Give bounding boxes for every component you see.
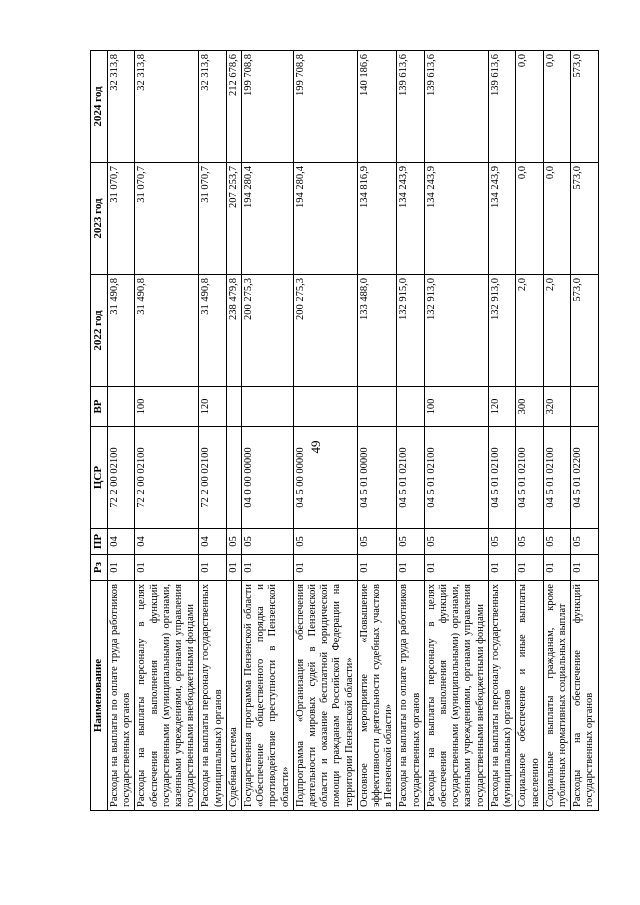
cell-vr: [226, 387, 241, 427]
cell-pr: 05: [293, 529, 357, 555]
cell-rz: 01: [242, 555, 294, 581]
cell-2023: 0,0: [516, 163, 543, 275]
header-vr: ВР: [91, 387, 108, 427]
cell-2023: 31 070,7: [199, 163, 226, 275]
cell-csr: [226, 427, 241, 529]
cell-rz: 01: [108, 555, 135, 581]
cell-rz: 01: [357, 555, 397, 581]
cell-csr: 04 5 01 02100: [488, 427, 515, 529]
cell-2023: 207 253,7: [226, 163, 241, 275]
table-row: [424, 51, 488, 811]
cell-2022: 573,0: [571, 275, 598, 387]
header-name: Наименование: [91, 581, 108, 811]
cell-csr: 04 5 01 02200: [571, 427, 598, 529]
cell-pr: 04: [108, 529, 135, 555]
table-row: [226, 51, 241, 811]
cell-vr: [242, 387, 294, 427]
cell-2023: 194 280,4: [293, 163, 357, 275]
cell-pr: 05: [424, 529, 488, 555]
cell-2024: 0,0: [516, 51, 543, 163]
cell-pr: 04: [135, 529, 199, 555]
cell-name: Расходы на выплаты персоналу государственных (муниципальных) органов: [488, 581, 515, 811]
cell-rz: 01: [571, 555, 598, 581]
cell-csr: 72 2 00 02100: [108, 427, 135, 529]
cell-2024: 32 313,8: [199, 51, 226, 163]
cell-name: Социальное обеспечение и иные выплаты населению: [516, 581, 543, 811]
table-row: [199, 51, 226, 811]
cell-pr: 05: [397, 529, 424, 555]
cell-2022: 31 490,8: [135, 275, 199, 387]
cell-name: Судебная система: [226, 581, 241, 811]
table-row: [488, 51, 515, 811]
cell-2023: 31 070,7: [135, 163, 199, 275]
table-row: [293, 51, 357, 811]
cell-pr: 05: [516, 529, 543, 555]
cell-csr: 04 5 01 02100: [516, 427, 543, 529]
cell-vr: [108, 387, 135, 427]
rotated-table-container: [90, 51, 596, 811]
table-row: [571, 51, 598, 811]
cell-pr: 04: [199, 529, 226, 555]
cell-pr: 05: [226, 529, 241, 555]
cell-name: Расходы на выплаты по оплате труда работников государственных органов: [397, 581, 424, 811]
cell-name: Расходы на обеспечение функций государственных органов: [571, 581, 598, 811]
table-header-row: [91, 51, 108, 811]
cell-2024: 32 313,8: [135, 51, 199, 163]
cell-2024: 139 613,6: [488, 51, 515, 163]
cell-name: Основное мероприятие «Повышение эффективности деятельности судебных участков в Пензенской области»: [357, 581, 397, 811]
cell-2024: 139 613,6: [424, 51, 488, 163]
cell-pr: 05: [242, 529, 294, 555]
cell-name: Социальные выплаты гражданам, кроме публичных нормативных социальных выплат: [543, 581, 570, 811]
cell-pr: 05: [488, 529, 515, 555]
header-2022: 2022 год: [91, 275, 108, 387]
cell-pr: 05: [571, 529, 598, 555]
cell-name: Расходы на выплаты персоналу в целях обеспечения выполнения функций государственными (муниципальными) органами, казенными учреждениями, органами управления государственными внебюджетными фондами: [424, 581, 488, 811]
cell-name: Государственная программа Пензенской области «Обеспечение общественного порядка и противодействие преступности в Пензенской области»: [242, 581, 294, 811]
table-row: [516, 51, 543, 811]
cell-2022: 132 913,0: [424, 275, 488, 387]
cell-csr: 72 2 00 02100: [199, 427, 226, 529]
cell-rz: 01: [488, 555, 515, 581]
cell-vr: 120: [488, 387, 515, 427]
cell-rz: 01: [293, 555, 357, 581]
cell-vr: [293, 387, 357, 427]
cell-name: Подпрограмма «Организация обеспечения деятельности мировых судей в Пензенской области и оказание бесплатной юридической помощи гражданам Российской Федерации на территории Пензенской области»: [293, 581, 357, 811]
cell-csr: 04 5 01 00000: [357, 427, 397, 529]
cell-name: Расходы на выплаты персоналу в целях обеспечения выполнения функций государственными (муниципальными) органами, казенными учреждениями, органами управления государственными внебюджетными фондами: [135, 581, 199, 811]
cell-2024: 0,0: [543, 51, 570, 163]
table-row: [242, 51, 294, 811]
cell-2022: 200 275,3: [242, 275, 294, 387]
cell-rz: 01: [199, 555, 226, 581]
table-row: [135, 51, 199, 811]
header-2024: 2024 год: [91, 51, 108, 163]
header-2023: 2023 год: [91, 163, 108, 275]
cell-rz: 01: [516, 555, 543, 581]
cell-2022: 133 488,0: [357, 275, 397, 387]
table-row: [357, 51, 397, 811]
cell-2024: 140 186,6: [357, 51, 397, 163]
cell-name: Расходы на выплаты по оплате труда работников государственных органов: [108, 581, 135, 811]
table-row: [543, 51, 570, 811]
cell-vr: 120: [199, 387, 226, 427]
table-row: [108, 51, 135, 811]
header-csr: ЦСР: [91, 427, 108, 529]
cell-2024: 139 613,6: [397, 51, 424, 163]
cell-csr: 72 2 00 02100: [135, 427, 199, 529]
cell-vr: 100: [135, 387, 199, 427]
cell-vr: [357, 387, 397, 427]
cell-csr: 04 0 00 00000: [242, 427, 294, 529]
cell-csr: 04 5 01 02100: [424, 427, 488, 529]
table-row: [397, 51, 424, 811]
cell-2023: 194 280,4: [242, 163, 294, 275]
cell-2023: 31 070,7: [108, 163, 135, 275]
cell-csr: 04 5 01 02100: [397, 427, 424, 529]
cell-csr: 04 5 01 02100: [543, 427, 570, 529]
cell-2023: 134 243,9: [488, 163, 515, 275]
cell-vr: 320: [543, 387, 570, 427]
cell-vr: 300: [516, 387, 543, 427]
cell-2022: 238 479,8: [226, 275, 241, 387]
cell-2022: 31 490,8: [199, 275, 226, 387]
cell-name: Расходы на выплаты персоналу государственных (муниципальных) органов: [199, 581, 226, 811]
cell-2022: 2,0: [543, 275, 570, 387]
cell-csr: 04 5 00 00000: [293, 427, 357, 529]
cell-2023: 134 243,9: [397, 163, 424, 275]
cell-2023: 134 816,9: [357, 163, 397, 275]
budget-table: [90, 50, 599, 811]
cell-2024: 199 708,8: [293, 51, 357, 163]
cell-pr: 05: [357, 529, 397, 555]
cell-vr: 100: [424, 387, 488, 427]
cell-2024: 32 313,8: [108, 51, 135, 163]
header-rz: Рз: [91, 555, 108, 581]
cell-vr: [397, 387, 424, 427]
header-pr: ПР: [91, 529, 108, 555]
page-number: 49: [308, 440, 323, 454]
cell-rz: 01: [424, 555, 488, 581]
cell-2022: 132 913,0: [488, 275, 515, 387]
cell-2023: 573,0: [571, 163, 598, 275]
cell-2022: 132 915,0: [397, 275, 424, 387]
cell-2023: 134 243,9: [424, 163, 488, 275]
cell-2022: 200 275,3: [293, 275, 357, 387]
cell-2024: 212 678,6: [226, 51, 241, 163]
cell-2022: 2,0: [516, 275, 543, 387]
cell-2024: 573,0: [571, 51, 598, 163]
cell-rz: 01: [135, 555, 199, 581]
cell-rz: 01: [226, 555, 241, 581]
cell-2022: 31 490,8: [108, 275, 135, 387]
cell-rz: 01: [397, 555, 424, 581]
cell-2023: 0,0: [543, 163, 570, 275]
cell-rz: 01: [543, 555, 570, 581]
cell-2024: 199 708,8: [242, 51, 294, 163]
cell-pr: 05: [543, 529, 570, 555]
cell-vr: [571, 387, 598, 427]
